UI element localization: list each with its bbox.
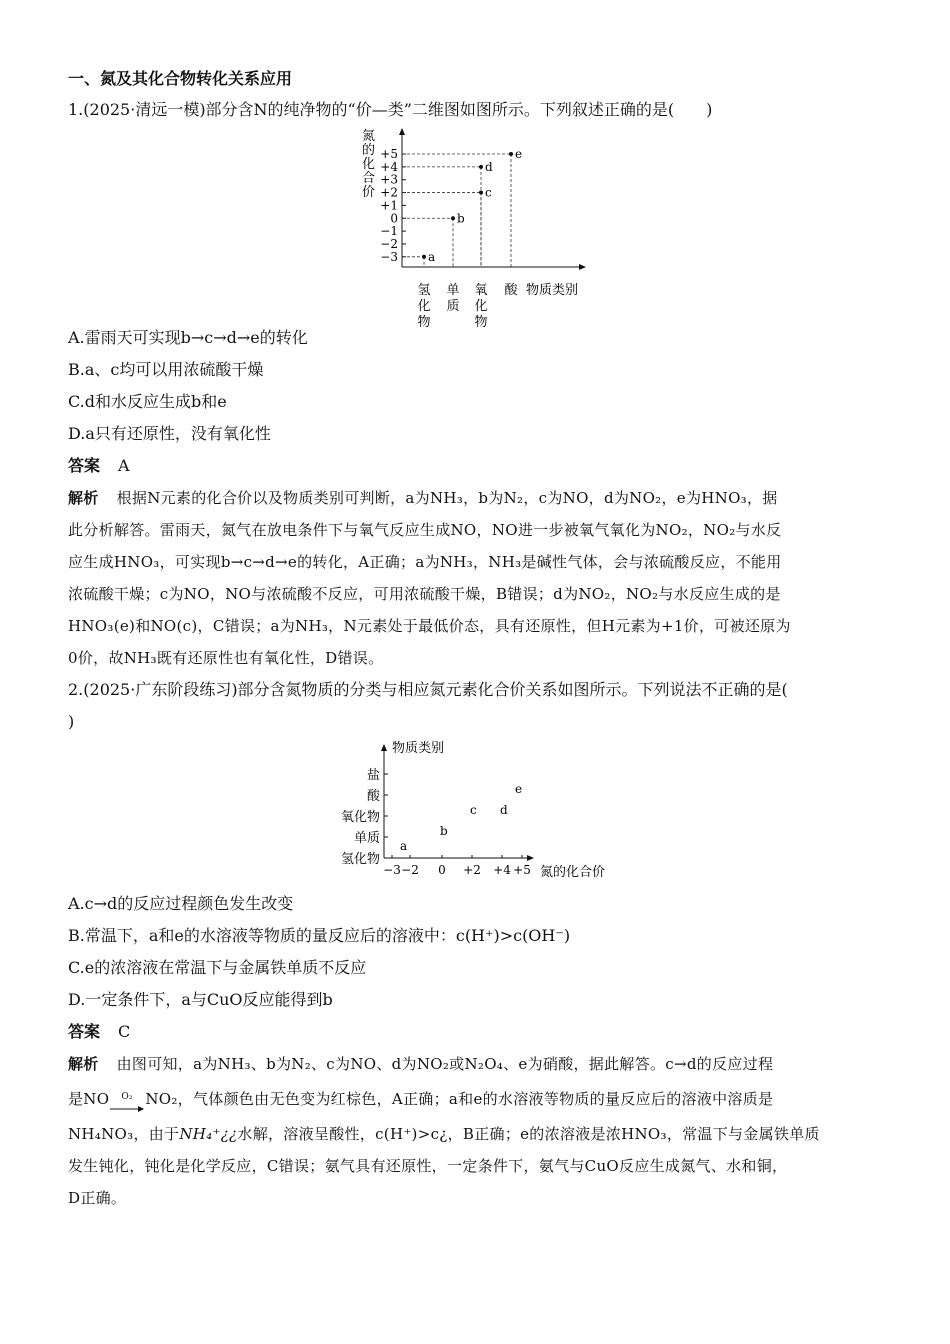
chart2-x-tick-label: −2 [401,863,419,877]
chart1-y-tick-label: −2 [380,236,398,251]
chart1-y-tick-label: −3 [380,249,398,264]
nh4-formula: NH₄⁺¿¿ [179,1125,238,1143]
chart1-x-category-char: 质 [446,299,460,314]
chart1-point-a [422,255,426,259]
chart2-figure [68,738,884,888]
q1-answer-row [68,450,884,482]
chart2-point-label-a: a [400,839,408,853]
q1-analysis-line-2: 此分析解答。雷雨天，氮气在放电条件下与氧气反应生成NO，NO进一步被氧气氧化为NO₂，NO₂与水反 [68,521,782,539]
chart2-point-label-c: c [470,803,477,817]
chart1-y-tick-label: +5 [380,147,398,161]
q1-analysis-label: 解析 [68,489,99,507]
chart2-y-category-label: 酸 [366,789,380,804]
chart2-x-tick-label: +4 [493,863,511,877]
q2-analysis-line-2-post: NO₂，气体颜色由无色变为红棕色，A正确；a和e的水溶液等物质的量反应后的溶液中溶质是 [145,1090,774,1108]
chart1-x-category-char: 氢 [417,283,431,298]
q2-option-d: D.一定条件下，a与CuO反应能得到b [68,990,333,1009]
chart1-x-category-char: 化 [417,299,431,314]
chart2-x-tick-label: 0 [438,863,446,877]
q1-analysis-line-3: 应生成HNO₃，可实现b→c→d→e的转化，A正确；a为NH₃，NH₃是碱性气体，会与浓硫酸反应，不能用 [68,553,782,571]
q2-analysis-line-3 [68,1118,884,1150]
reaction-arrow [109,1092,145,1108]
q1-option-b: B.a、c均可以用浓硫酸干燥 [68,360,264,379]
chart2-y-category-label: 氢化物 [340,852,380,867]
q1-option-a: A.雷雨天可实现b→c→d→e的转化 [68,328,308,347]
chart2-svg [68,738,884,888]
chart2-x-tick-label: −3 [383,863,401,877]
q2-analysis-line-2 [68,1080,884,1118]
chart1-point-label-e: e [515,147,523,161]
chart1-y-tick-label: 0 [390,211,398,226]
q2-option-c: C.e的浓溶液在常温下与金属铁单质不反应 [68,958,367,977]
chart1-y-title-char: 的 [362,143,376,158]
chart2-y-category-label: 氧化物 [340,810,380,825]
q2-analysis [68,1048,884,1214]
chart2-y-category-label: 单质 [353,831,380,846]
q1-answer-label: 答案 [68,456,101,475]
q2-analysis-line-4: 发生钝化，钝化是化学反应，C错误；氨气具有还原性，一定条件下，氨气与CuO反应生成氮气、水和铜， [68,1157,788,1175]
arrow-condition-o2: O₂ [121,1092,133,1102]
q2-option-a: A.c→d的反应过程颜色发生改变 [68,894,294,913]
chart1-svg [68,126,884,330]
chart1-y-tick-label: +4 [380,159,398,174]
q2-answer-value: C [118,1022,131,1041]
q2-analysis-line-2-pre: 是NO [68,1090,110,1108]
chart1-y-title-char: 价 [362,185,376,200]
chart1-figure [68,126,884,330]
chart1-x-category-char: 酸 [504,283,518,298]
chart2-x-tick-label: +5 [513,863,531,877]
q1-analysis-line-1: 根据N元素的化合价以及物质类别可判断，a为NH₃，b为N₂，c为NO，d为NO₂，e为HNO₃，据 [116,489,778,507]
q2-analysis-line-3-pre: NH₄NO₃，由于 [68,1125,180,1143]
q2-analysis-label: 解析 [68,1055,99,1073]
chart1-y-title-char: 氮 [362,129,376,144]
chart2-x-tick-label: +2 [463,863,481,877]
q2-analysis-line-3-post: 水解，溶液呈酸性，c(H⁺)>c¿，B正确；e的浓溶液是浓HNO₃，常温下与金属铁单质 [237,1125,820,1143]
chart1-y-title-char: 化 [362,157,376,172]
chart1-y-tick-label: +1 [380,198,398,213]
chart1-point-label-a: a [428,249,436,264]
chart1-point-c [479,191,483,195]
chart1-x-category-char: 单 [446,283,460,298]
chart1-y-arrow [399,128,405,135]
q2-analysis-line-1: 由图可知，a为NH₃、b为N₂、c为NO、d为NO₂或N₂O₄、e为硝酸，据此解答。c→d的反应过程 [116,1055,774,1073]
chart1-y-tick-label: +3 [380,172,398,187]
chart1-point-e [509,152,513,156]
chart1-x-category-char: 氧 [474,283,488,298]
chart1-point-label-d: d [485,159,493,174]
chart1-y-tick-label: +2 [380,185,398,200]
chart1-point-label-c: c [485,185,492,200]
chart1-x-category-char: 物 [474,315,488,330]
chart2-y-category-label: 盐 [366,768,380,783]
q1-analysis-line-6: 0价，故NH₃既有还原性也有氧化性，D错误。 [68,649,384,667]
section-title: 一、氮及其化合物转化关系应用 [68,69,293,88]
q2-stem-line-1: 2.(2025·广东阶段练习)部分含氮物质的分类与相应氮元素化合价关系如图所示。下列说法不正确的是( [68,680,788,699]
chart1-point-b [451,216,455,220]
chart1-x-category-char: 化 [474,299,488,314]
chart1-y-title-char: 合 [362,171,376,186]
chart1-x-arrow [579,264,586,270]
q2-option-b: B.常温下，a和e的水溶液等物质的量反应后的溶液中：c(H⁺)>c(OH⁻) [68,926,571,945]
chart1-point-d [479,165,483,169]
q1-stem: 1.(2025·清远一模)部分含N的纯净物的“价—类”二维图如图所示。下列叙述正确的是( ) [68,100,713,119]
q1-option-c: C.d和水反应生成b和e [68,392,227,411]
q1-analysis-line-4: 浓硫酸干燥；c为NO，NO与浓硫酸不反应，可用浓硫酸干燥，B错误；d为NO₂，NO₂与水反应生成的是 [68,585,781,603]
q2-answer-label: 答案 [68,1022,101,1041]
q1-analysis [68,482,884,674]
chart1-point-label-b: b [457,211,465,226]
chart2-x-title: 氮的化合价 [540,865,606,880]
chart2-x-arrow [527,855,534,861]
q2-answer-row [68,1016,884,1048]
chart2-point-label-e: e [515,782,523,796]
chart1-y-tick-label: −1 [380,224,398,239]
q1-analysis-line-5: HNO₃(e)和NO(c)，C错误；a为NH₃，N元素处于最低价态，具有还原性，但H元素为+1价，可被还原为 [68,617,791,635]
q1-answer-value: A [118,456,130,475]
chart2-y-arrow [381,744,387,751]
chart1-x-title: 物质类别 [526,283,579,298]
chart1-x-category-char: 物 [417,315,431,330]
chart2-point-label-d: d [500,803,508,817]
q1-option-d: D.a只有还原性，没有氧化性 [68,424,271,443]
chart2-point-label-b: b [440,824,448,838]
document-page [68,64,884,1214]
q2-analysis-line-5: D正确。 [68,1189,127,1207]
q2-stem-line-2: ) [68,712,75,731]
chart2-y-title: 物质类别 [392,741,445,756]
